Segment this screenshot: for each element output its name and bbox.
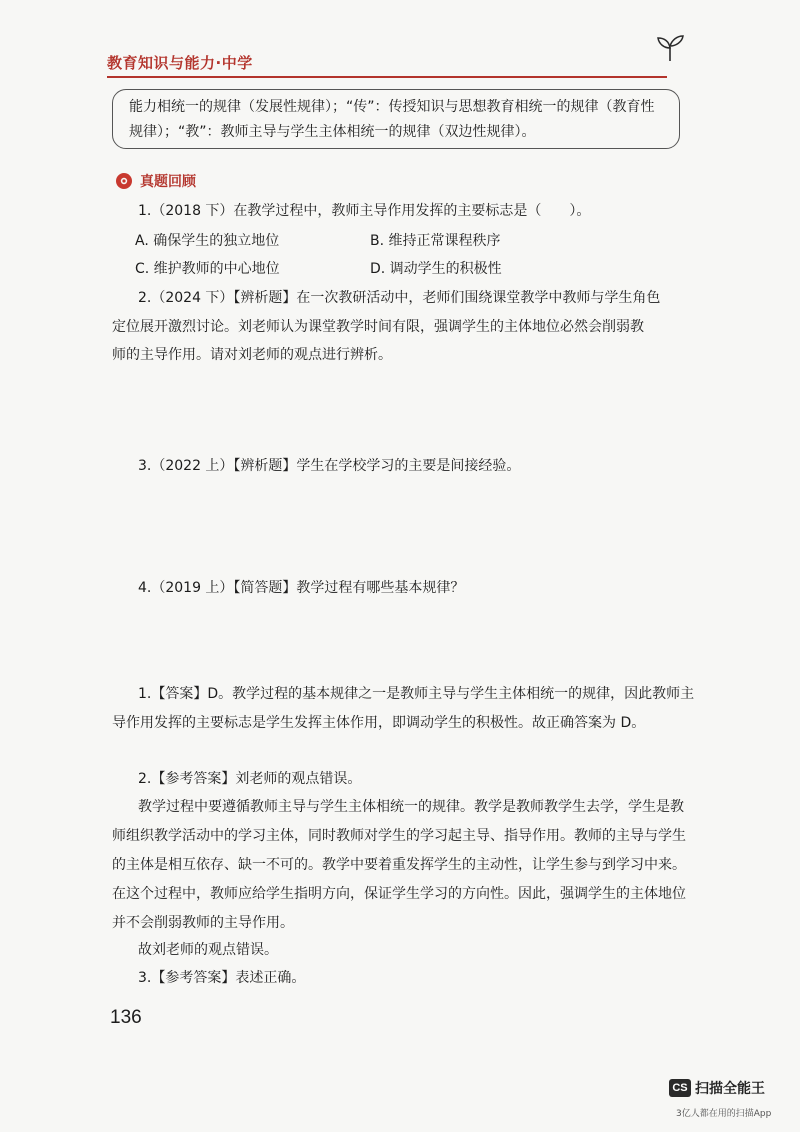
camscanner-name: 扫描全能王 xyxy=(695,1081,765,1097)
answer-1: 1.【答案】D。教学过程的基本规律之一是教师主导与学生主体相统一的规律，因此教师主导作用发挥的主要标志是学生发挥主体作用，即调动学生的积极性。故正确答案为 D。 xyxy=(112,686,695,731)
summary-box-text: 能力相统一的规律（发展性规律）；“传”：传授知识与思想教育相统一的规律（教育性规律）；“教”：教师主导与学生主体相统一的规律（双边性规律）。 xyxy=(129,99,655,140)
question-1-option-d: D. 调动学生的积极性 xyxy=(370,261,502,277)
question-1-option-b: B. 维持正常课程秩序 xyxy=(370,233,501,249)
flower-icon xyxy=(115,172,133,190)
answer-3-heading: 3.【参考答案】表述正确。 xyxy=(138,970,306,986)
question-1-stem: 1.（2018 下）在教学过程中，教师主导作用发挥的主要标志是（ ）。 xyxy=(138,203,591,219)
summary-box xyxy=(112,89,680,149)
camscanner-tagline: 3亿人都在用的扫描App xyxy=(676,1109,772,1119)
camscanner-logo: CS xyxy=(669,1079,691,1097)
header-rule xyxy=(107,76,667,78)
header-title: 教育知识与能力·中学 xyxy=(107,54,253,72)
question-2-line-2: 定位展开激烈讨论。刘老师认为课堂教学时间有限，强调学生的主体地位必然会削弱教 xyxy=(112,319,644,335)
answer-2-conclusion: 故刘老师的观点错误。 xyxy=(138,942,278,958)
question-3: 3.（2022 上）【辨析题】学生在学校学习的主要是间接经验。 xyxy=(138,458,521,474)
question-4: 4.（2019 上）【简答题】教学过程有哪些基本规律？ xyxy=(138,580,465,596)
page-number: 136 xyxy=(110,1007,142,1028)
question-2-line-1: 2.（2024 下）【辨析题】在一次教研活动中，老师们围绕课堂教学中教师与学生角色 xyxy=(138,290,661,306)
section-title: 真题回顾 xyxy=(140,174,196,190)
question-2-line-3: 师的主导作用。请对刘老师的观点进行辨析。 xyxy=(112,347,392,363)
answer-2-body: 教学过程中要遵循教师主导与学生主体相统一的规律。教学是教师教学生去学，学生是教师组织教学活动中的学习主体，同时教师对学生的学习起主导、指导作用。教师的主导与学生的主体是相互依存、缺一不可的。教学中要着重发挥学生的主动性，让学生参与到学习中来。在这个过程中，教师应给学生指明方向，保证学生学习的方向性。因此，强调学生的主体地位并不会削弱教师的主导作用。 xyxy=(112,799,686,931)
question-1-option-c: C. 维护教师的中心地位 xyxy=(135,261,280,277)
question-1-option-a: A. 确保学生的独立地位 xyxy=(135,233,280,249)
sprout-icon xyxy=(655,34,685,62)
answer-2-heading: 2.【参考答案】刘老师的观点错误。 xyxy=(138,771,362,787)
